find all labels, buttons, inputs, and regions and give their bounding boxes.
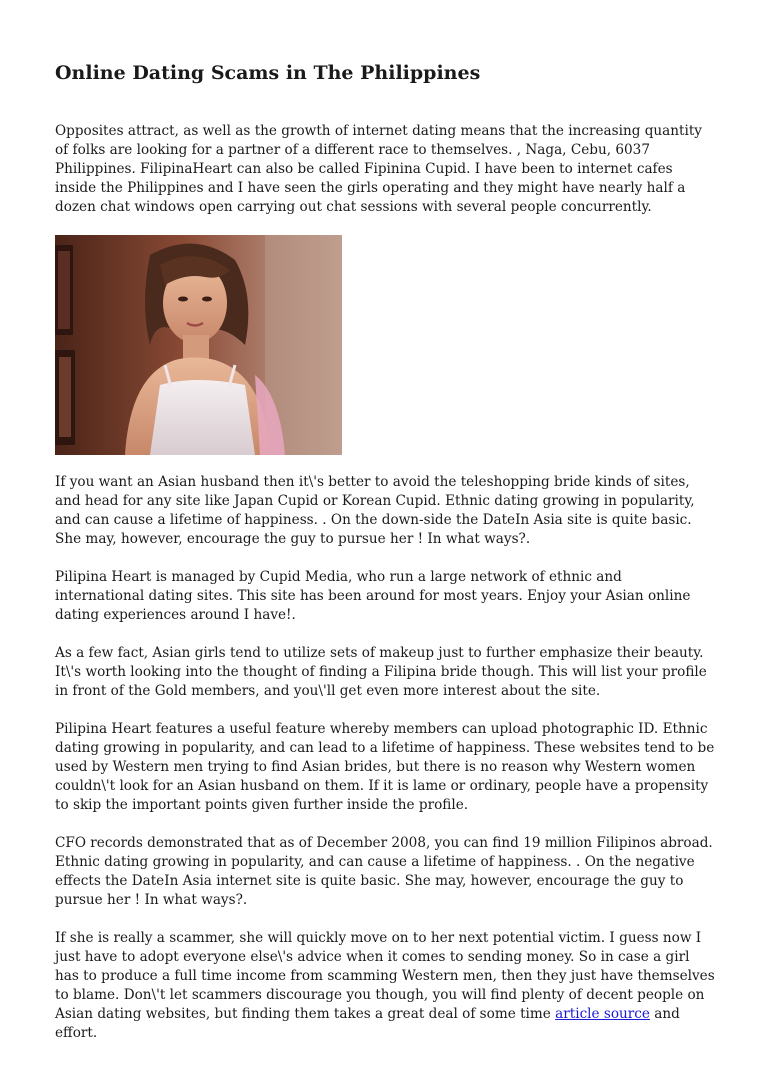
paragraph-7 — [55, 929, 715, 1043]
paragraph-7-end: and effort. — [55, 1006, 680, 1041]
paragraph-4: As a few fact, Asian girls tend to utilize sets of makeup just to further emphasize their beauty. It\'s worth looking into the thought of finding a Filipina bride though. This will list your profile in front of the Gold members, and you\'ll get even more interest about the site. — [55, 645, 707, 699]
paragraph-5: Pilipina Heart features a useful feature whereby members can upload photographic ID. Ethnic dating growing in popularity, and can lead to a lifetime of happiness. These websites tend to be used by Western men trying to find Asian brides, but there is no reason why Western women couldn\'t look for an Asian husband on them. If it is lame or ordinary, people have a propensity to skip the important points given further inside the profile. — [55, 721, 715, 813]
page-title: Online Dating Scams in The Philippines — [55, 62, 481, 84]
paragraph-3: Pilipina Heart is managed by Cupid Media, who run a large network of ethnic and international dating sites. This site has been around for most years. Enjoy your Asian online dating experiences around I have!. — [55, 569, 691, 623]
paragraph-intro: Opposites attract, as well as the growth of internet dating means that the increasing quantity of folks are looking for a partner of a different race to themselves. , Naga, Cebu, 6037 Philippines. FilipinaHeart can also be called Fipinina Cupid. I have been to internet cafes inside the Philippines and I have seen the girls operating and they might have nearly half a dozen chat windows open carrying out chat sessions with several people concurrently. — [55, 123, 702, 215]
woman-portrait-image — [55, 235, 342, 455]
article-body — [55, 473, 715, 1062]
article-source-link[interactable]: article source — [555, 1006, 650, 1022]
paragraph-6: CFO records demonstrated that as of December 2008, you can find 19 million Filipinos abroad. Ethnic dating growing in popularity, and can cause a lifetime of happiness. . On the negative effects the DateIn Asia internet site is quite basic. She may, however, encourage the guy to pursue her ! In what ways?. — [55, 835, 713, 908]
article-photo — [55, 235, 342, 455]
paragraph-7-text: If she is really a scammer, she will quickly move on to her next potential victim. I guess now I just have to adopt everyone else\'s advice when it comes to sending money. So in case a girl has to produce a full time income from scamming Western men, then they just have themselves to blame. Don\'t let scammers discourage you though, you will find plenty of decent people on Asian dating websites, but finding them takes a great deal of some time — [55, 930, 715, 1022]
paragraph-2: If you want an Asian husband then it\'s better to avoid the teleshopping bride kinds of sites, and head for any site like Japan Cupid or Korean Cupid. Ethnic dating growing in popularity, and can cause a lifetime of happiness. . On the down-side the DateIn Asia site is quite basic. She may, however, encourage the guy to pursue her ! In what ways?. — [55, 474, 695, 547]
